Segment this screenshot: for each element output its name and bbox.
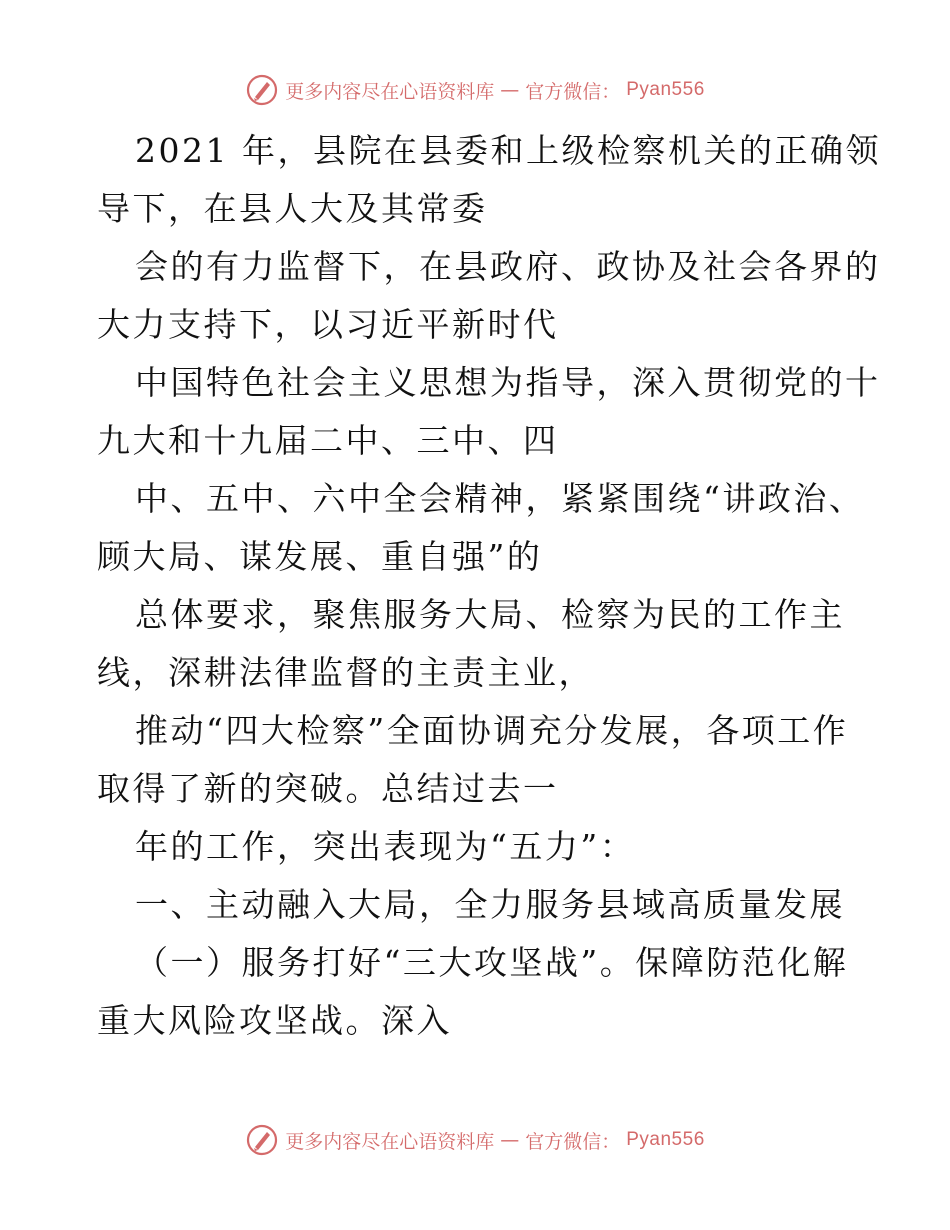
watermark-wechat-id: Pyan556 xyxy=(626,79,705,100)
body-line: 中、五中、六中全会精神，紧紧围绕“讲政治、 xyxy=(135,479,865,518)
header-watermark xyxy=(0,70,950,110)
document-body xyxy=(97,122,881,1050)
body-line: 总体要求，聚焦服务大局、检察为民的工作主 xyxy=(135,595,845,634)
body-line: 取得了新的突破。总结过去一 xyxy=(97,769,559,808)
section-heading: 一、主动融入大局，全力服务县域高质量发展 xyxy=(135,885,845,924)
body-line: 顾大局、谋发展、重自强”的 xyxy=(97,537,543,576)
body-line: 重大风险攻坚战。深入 xyxy=(97,1001,452,1040)
footer-watermark xyxy=(0,1120,950,1160)
body-line: 导下，在县人大及其常委 xyxy=(97,189,488,228)
body-line: 大力支持下，以习近平新时代 xyxy=(97,305,559,344)
watermark-separator: — xyxy=(500,79,520,101)
body-line: 线，深耕法律监督的主责主业， xyxy=(97,653,594,692)
watermark-brand-text: 更多内容尽在心语资料库 xyxy=(285,80,495,103)
body-line: 推动“四大检察”全面协调充分发展，各项工作 xyxy=(135,711,849,750)
body-line: 年的工作，突出表现为“五力”： xyxy=(135,827,636,866)
watermark-brand-text: 更多内容尽在心语资料库 xyxy=(285,1130,495,1153)
body-line: 会的有力监督下，在县政府、政协及社会各界的 xyxy=(135,247,881,286)
body-line: 2021 年，县院在县委和上级检察机关的正确领 xyxy=(135,131,881,170)
body-line: 中国特色社会主义思想为指导，深入贯彻党的十 xyxy=(135,363,881,402)
watermark-official-label: 官方微信： xyxy=(525,80,621,103)
body-line: 九大和十九届二中、三中、四 xyxy=(97,421,559,460)
pen-logo-icon xyxy=(245,1123,279,1157)
watermark-separator: — xyxy=(500,1129,520,1151)
subsection-heading: （一）服务打好“三大攻坚战”。保障防范化解 xyxy=(135,943,849,982)
watermark-wechat-id: Pyan556 xyxy=(626,1129,705,1150)
pen-logo-icon xyxy=(245,73,279,107)
watermark-official-label: 官方微信： xyxy=(525,1130,621,1153)
